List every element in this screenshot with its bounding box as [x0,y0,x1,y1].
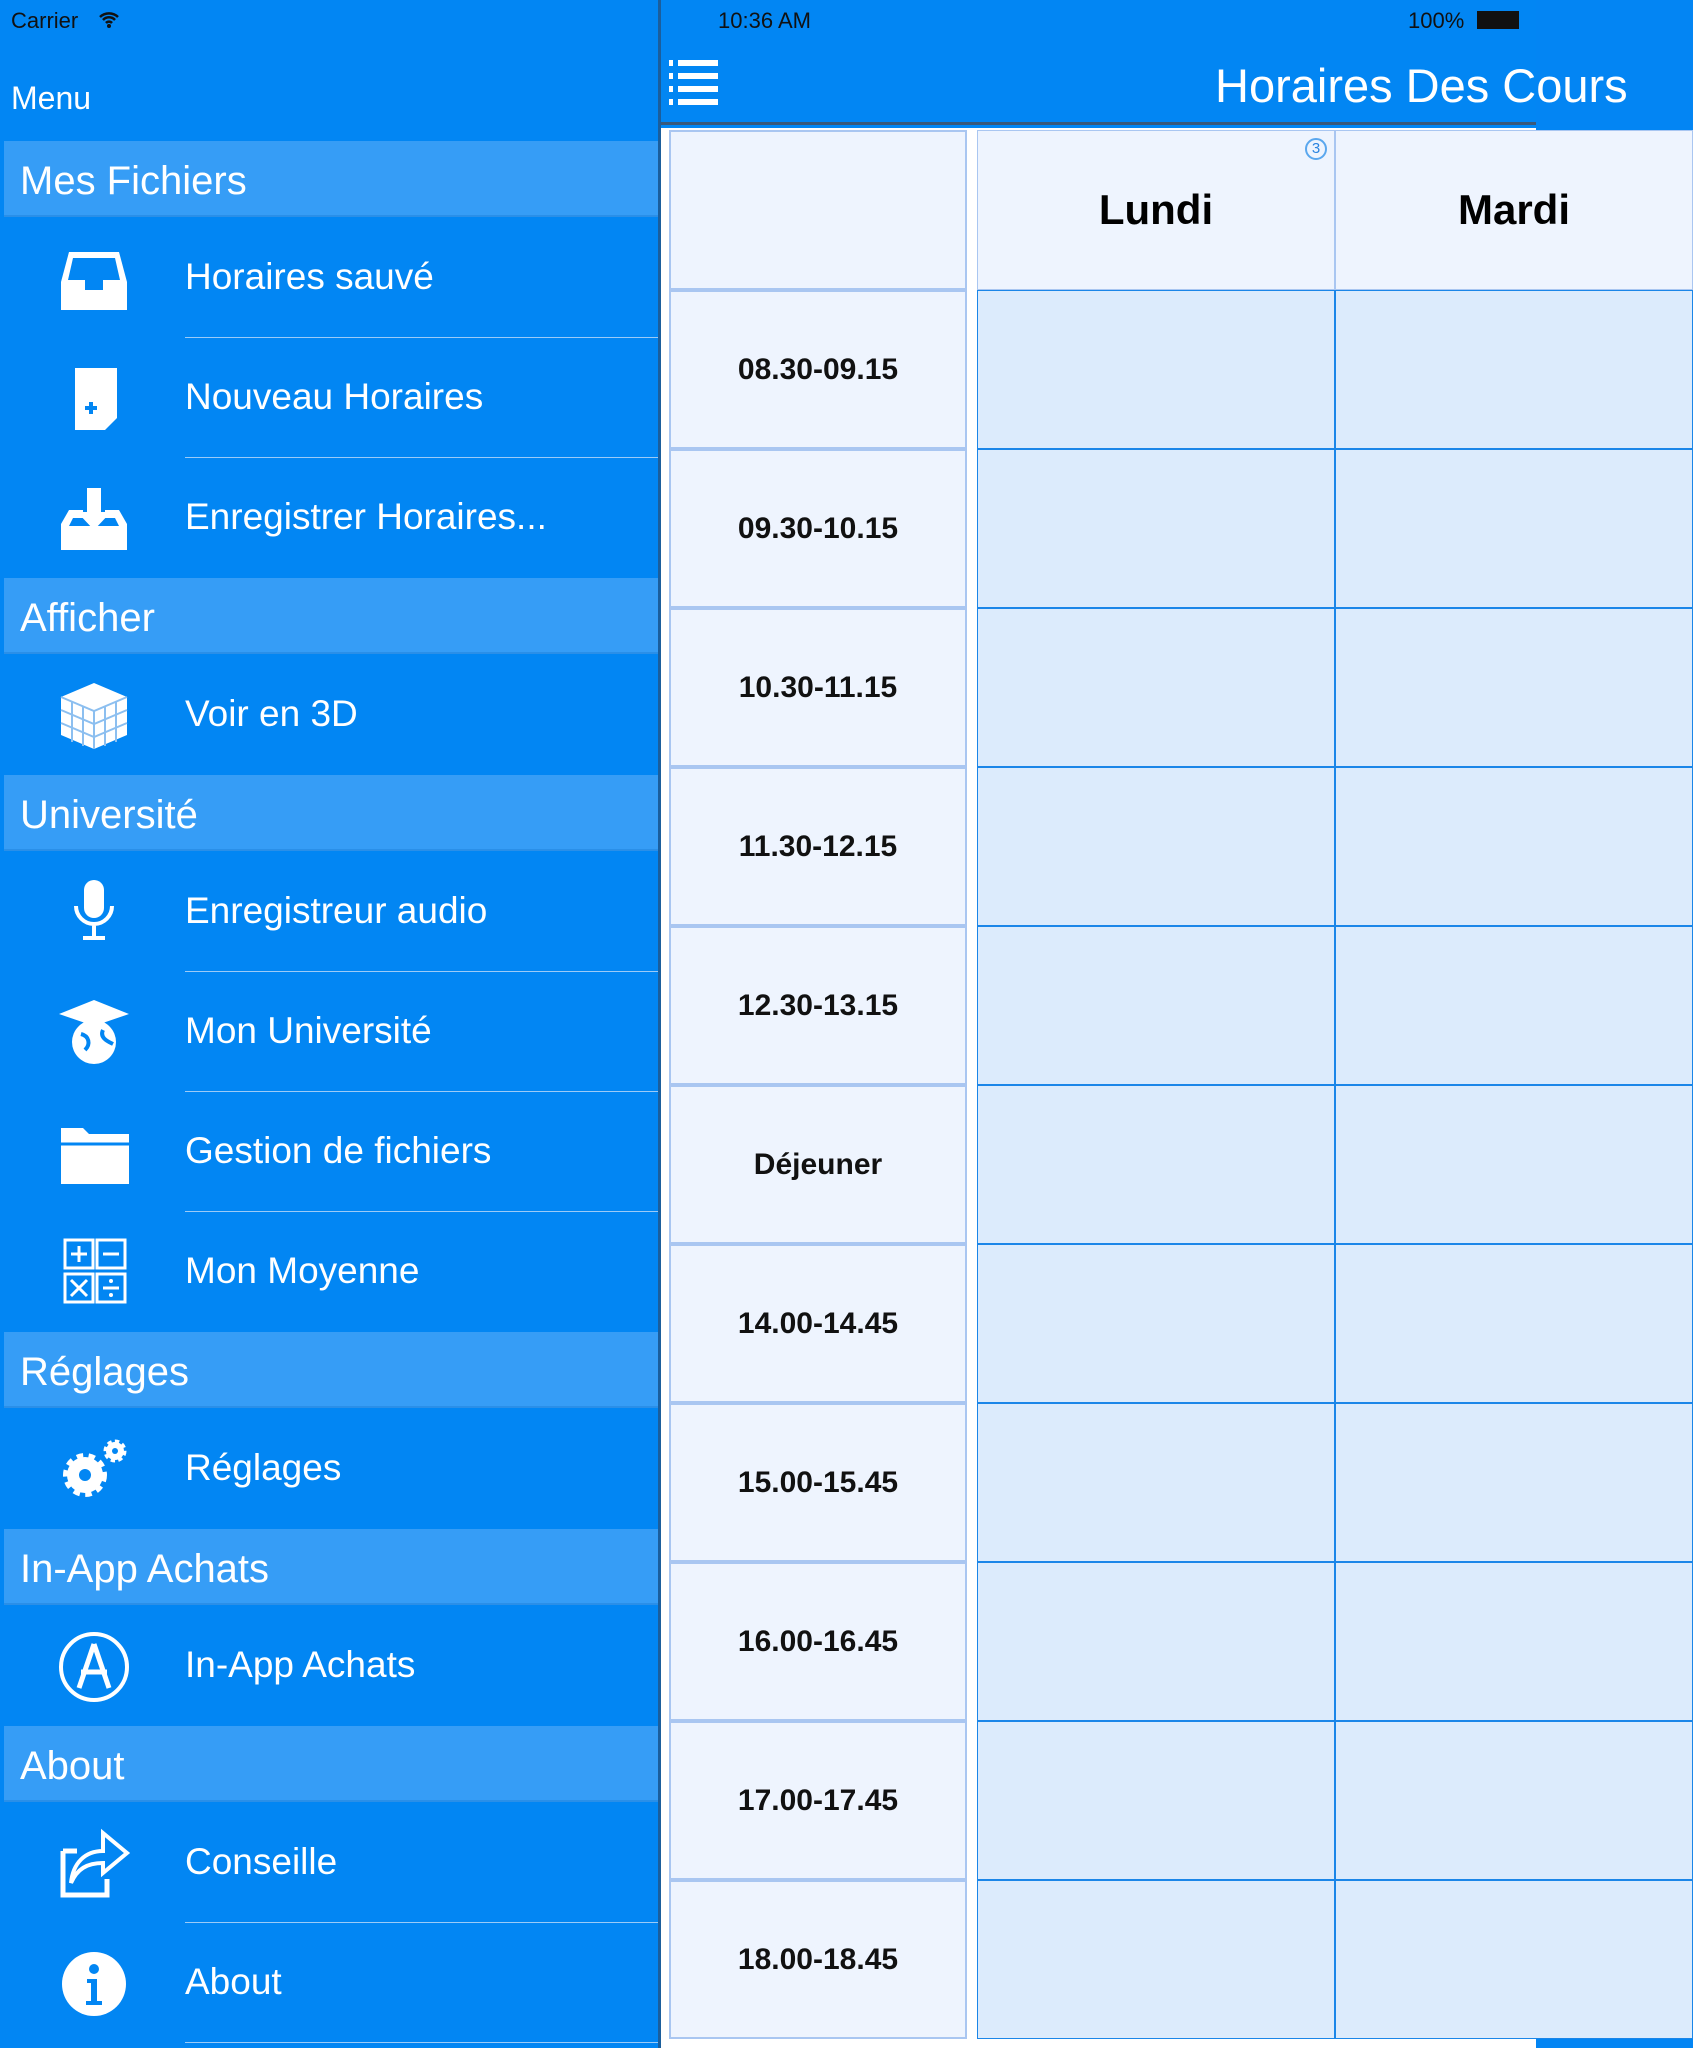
inbox-icon [54,244,134,314]
schedule-cell[interactable] [977,608,1335,767]
app-store-icon [54,1632,134,1702]
download-tray-icon [54,484,134,554]
wifi-icon [98,10,120,28]
schedule-cell[interactable] [977,926,1335,1085]
separator [185,2042,658,2043]
menu-item-about[interactable] [0,1923,658,2043]
section-header: Mes Fichiers [4,141,658,217]
carrier-label: Carrier [11,8,79,33]
menu-item-label: Réglages [185,1447,342,1488]
time-slot-cell: 08.30-09.15 [669,290,967,449]
menu-item-label: In-App Achats [185,1644,416,1685]
schedule-cell[interactable] [1335,926,1693,1085]
menu-item-label: Enregistreur audio [185,890,488,931]
schedule-cell[interactable] [1335,290,1693,449]
day-header-1: Mardi [1335,130,1693,290]
schedule-cell[interactable] [977,290,1335,449]
battery-icon [1477,11,1519,29]
menu-item-horaires-sauv[interactable] [0,218,658,338]
page-title: Horaires Des Cours [1215,59,1628,112]
menu-item-label: Gestion de fichiers [185,1130,492,1171]
menu-item-mon-universit[interactable] [0,972,658,1092]
nav-bar [661,0,1628,125]
menu-item-label: Enregistrer Horaires... [185,496,547,537]
badge: 3 [1305,138,1327,160]
cube-grid-icon [54,681,134,751]
menu-item-r-glages[interactable] [0,1409,658,1529]
section-header: Afficher [4,578,658,654]
time-slot-cell: 09.30-10.15 [669,449,967,608]
schedule-cell[interactable] [1335,449,1693,608]
schedule-cell[interactable] [1335,1403,1693,1562]
battery-label: 100% [1408,8,1465,33]
menu-item-enregistrer-horaires[interactable] [0,458,658,578]
menu-item-gestion-de-fichiers[interactable] [0,1092,658,1212]
time-slot-cell: 16.00-16.45 [669,1562,967,1721]
schedule-cell[interactable] [1335,1562,1693,1721]
time-slot-cell: 18.00-18.45 [669,1880,967,2039]
time-slot-cell: 14.00-14.45 [669,1244,967,1403]
sidebar-menu [0,0,658,2048]
menu-title: Menu [11,80,92,116]
schedule-cell[interactable] [977,767,1335,926]
schedule-cell[interactable] [1335,1880,1693,2039]
share-icon [54,1829,134,1899]
schedule-cell[interactable] [977,1244,1335,1403]
folder-icon [54,1118,134,1188]
section-header: About [4,1726,658,1802]
calculator-icon [54,1238,134,1308]
menu-item-mon-moyenne[interactable] [0,1212,658,1332]
schedule-cell[interactable] [977,1403,1335,1562]
section-header: Université [4,775,658,851]
schedule-cell[interactable] [977,1085,1335,1244]
schedule-cell[interactable] [977,1562,1335,1721]
menu-item-conseille[interactable] [0,1803,658,1923]
schedule-cell[interactable] [977,1880,1335,2039]
time-slot-cell: Déjeuner [669,1085,967,1244]
menu-item-nouveau-horaires[interactable] [0,338,658,458]
menu-item-voir-en-3d[interactable] [0,655,658,775]
time-slot-cell: 17.00-17.45 [669,1721,967,1880]
corner-cell [669,130,967,290]
schedule-cell[interactable] [1335,1244,1693,1403]
schedule-cell[interactable] [977,1721,1335,1880]
menu-item-in-app-achats[interactable] [0,1606,658,1726]
menu-item-label: Conseille [185,1841,338,1882]
list-icon[interactable] [669,58,721,108]
menu-item-enregistreur-audio[interactable] [0,852,658,972]
schedule-cell[interactable] [1335,1721,1693,1880]
gears-icon [54,1435,134,1505]
microphone-icon [54,878,134,948]
time-label: 10:36 AM [718,8,811,33]
schedule-cell[interactable] [1335,1085,1693,1244]
menu-item-label: Horaires sauvé [185,256,434,297]
main-panel [661,0,1628,2048]
time-slot-cell: 15.00-15.45 [669,1403,967,1562]
info-icon [54,1949,134,2019]
time-slot-cell: 12.30-13.15 [669,926,967,1085]
time-slot-cell: 11.30-12.15 [669,767,967,926]
timetable-grid [661,128,1570,2048]
schedule-cell[interactable] [1335,767,1693,926]
section-header: In-App Achats [4,1529,658,1605]
menu-item-label: Nouveau Horaires [185,376,484,417]
day-header-0: Lundi [977,130,1335,290]
time-slot-cell: 10.30-11.15 [669,608,967,767]
graduation-globe-icon [54,998,134,1068]
new-document-icon [54,364,134,434]
schedule-cell[interactable] [977,449,1335,608]
menu-item-label: Voir en 3D [185,693,358,734]
menu-item-label: About [185,1961,282,2002]
schedule-cell[interactable] [1335,608,1693,767]
section-header: Réglages [4,1332,658,1408]
menu-item-label: Mon Université [185,1010,432,1051]
menu-item-label: Mon Moyenne [185,1250,420,1291]
